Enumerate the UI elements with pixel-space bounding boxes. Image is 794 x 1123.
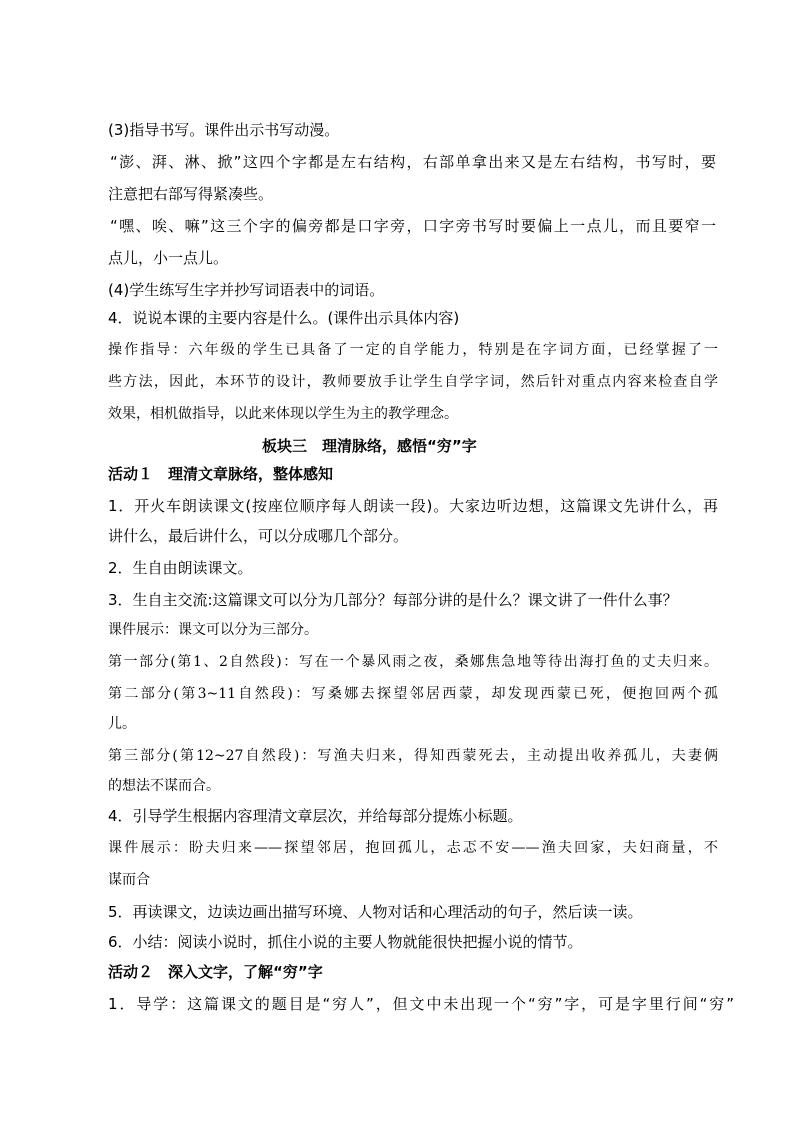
- text-line: “嘿、唉、嘛”这三个字的偏旁都是口字旁，口字旁书写时要偏上一点儿，而且要窄一: [110, 217, 716, 235]
- text-line: 2．生自由朗读课文。: [108, 559, 253, 577]
- section-heading: 板块三 理清脉络，感悟“穷”字: [262, 437, 477, 455]
- text-line: 点儿，小一点儿。: [108, 249, 229, 267]
- text-line: 操作指导：六年级的学生已具备了一定的自学能力，特别是在字词方面，已经掌握了一: [108, 342, 718, 358]
- text-line: 5．再读课文，边读边画出描写环境、人物对话和心理活动的句子，然后读一读。: [108, 903, 643, 921]
- text-line: 第一部分(第1、2自然段)：写在一个暴风雨之夜，桑娜焦急地等待出海打鱼的丈夫归来。: [108, 654, 718, 670]
- text-line: 讲什么，最后讲什么，可以分成哪几个部分。: [108, 527, 409, 545]
- text-line: 4．引导学生根据内容理清文章层次，并给每部分提炼小标题。: [108, 807, 523, 825]
- activity-heading: 活动２ 深入文字，了解“穷”字: [108, 963, 323, 981]
- text-line: 第三部分(第12~27自然段)：写渔夫归来，得知西蒙死去，主动提出收养孤儿，夫妻俩: [108, 748, 718, 764]
- text-line: (4)学生练写生字并抄写词语表中的词语。: [108, 281, 385, 299]
- text-line: 第二部分(第3~11自然段)：写桑娜去探望邻居西蒙，却发现西蒙已死，便抱回两个孤: [108, 686, 718, 702]
- text-line: 注意把右部写得紧凑些。: [108, 185, 274, 203]
- text-line: 1．开火车朗读课文(按座位顺序每人朗读一段)。大家边听边想，这篇课文先讲什么，再: [108, 497, 718, 515]
- activity-heading: 活动１ 理清文章脉络，整体感知: [108, 465, 334, 483]
- text-line: 课件展示：课文可以分为三部分。: [108, 622, 318, 638]
- text-line: 谋而合: [108, 872, 150, 888]
- text-line: 6．小结：阅读小说时，抓住小说的主要人物就能很快把握小说的情节。: [108, 933, 583, 951]
- text-line: 效果，相机做指导，以此来体现以学生为主的教学理念。: [108, 406, 458, 422]
- text-line: 儿。: [108, 716, 136, 732]
- text-line: 1．导学：这篇课文的题目是“穷人”，但文中未出现一个“穷”字，可是字里行间“穷”: [108, 995, 734, 1013]
- text-line: 些方法，因此，本环节的设计，教师要放手让学生自学字词，然后针对重点内容来检查自学: [108, 374, 718, 390]
- text-line: “澎、湃、淋、掀”这四个字都是左右结构，右部单拿出来又是左右结构，书写时，要: [110, 153, 716, 171]
- text-line: 3．生自主交流:这篇课文可以分为几部分？每部分讲的是什么？课文讲了一件什么事？: [108, 591, 678, 609]
- text-line: 的想法不谋而合。: [108, 778, 220, 794]
- text-line: 课件展示：盼夫归来——探望邻居，抱回孤儿，忐忑不安——渔夫回家，夫妇商量，不: [108, 840, 718, 856]
- text-line: 4．说说本课的主要内容是什么。(课件出示具体内容): [108, 309, 460, 327]
- text-line: (3)指导书写。课件出示书写动漫。: [108, 121, 340, 139]
